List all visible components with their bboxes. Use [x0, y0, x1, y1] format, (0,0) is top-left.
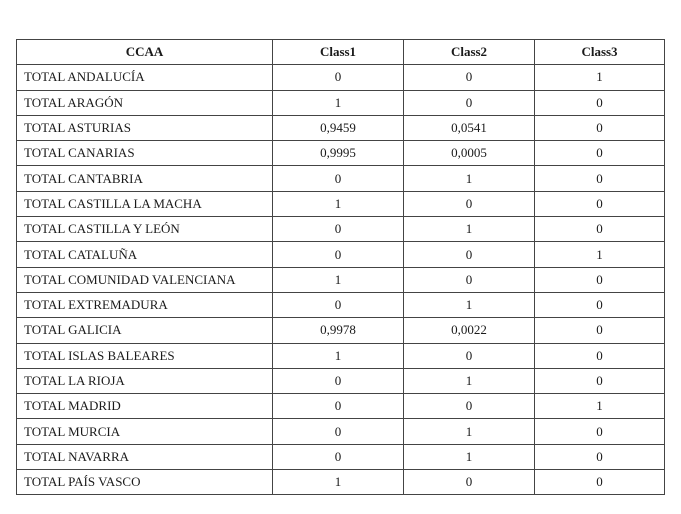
table-row: [17, 470, 665, 495]
ccaa-cell: TOTAL COMUNIDAD VALENCIANA: [17, 267, 273, 292]
class2-cell: 1: [404, 368, 535, 393]
ccaa-cell: TOTAL CANTABRIA: [17, 166, 273, 191]
ccaa-cell: TOTAL MURCIA: [17, 419, 273, 444]
class1-cell: 0: [273, 65, 404, 90]
ccaa-cell: TOTAL CANARIAS: [17, 141, 273, 166]
class3-cell: 0: [535, 444, 665, 469]
table-row: [17, 166, 665, 191]
class3-cell: 1: [535, 394, 665, 419]
class3-cell: 0: [535, 115, 665, 140]
class2-cell: 0: [404, 90, 535, 115]
ccaa-cell: TOTAL ISLAS BALEARES: [17, 343, 273, 368]
class2-cell: 0,0022: [404, 318, 535, 343]
ccaa-cell: TOTAL GALICIA: [17, 318, 273, 343]
class3-cell: 0: [535, 419, 665, 444]
header-class2: Class2: [404, 40, 535, 65]
class3-cell: 1: [535, 242, 665, 267]
table-row: [17, 217, 665, 242]
ccaa-cell: TOTAL ASTURIAS: [17, 115, 273, 140]
ccaa-cell: TOTAL CATALUÑA: [17, 242, 273, 267]
table-row: [17, 343, 665, 368]
table-row: [17, 292, 665, 317]
class1-cell: 1: [273, 90, 404, 115]
table-row: [17, 90, 665, 115]
class2-cell: 0: [404, 267, 535, 292]
table-row: [17, 141, 665, 166]
class1-cell: 0: [273, 419, 404, 444]
class3-cell: 0: [535, 90, 665, 115]
class2-cell: 0,0541: [404, 115, 535, 140]
class3-cell: 0: [535, 166, 665, 191]
table-row: [17, 318, 665, 343]
class1-cell: 0,9995: [273, 141, 404, 166]
ccaa-cell: TOTAL LA RIOJA: [17, 368, 273, 393]
ccaa-cell: TOTAL EXTREMADURA: [17, 292, 273, 317]
class1-cell: 1: [273, 343, 404, 368]
class2-cell: 1: [404, 292, 535, 317]
class1-cell: 0,9459: [273, 115, 404, 140]
class3-cell: 0: [535, 318, 665, 343]
class3-cell: 0: [535, 292, 665, 317]
table-row: [17, 267, 665, 292]
table-row: [17, 368, 665, 393]
ccaa-cell: TOTAL PAÍS VASCO: [17, 470, 273, 495]
class-table: [16, 39, 665, 495]
header-row: [17, 40, 665, 65]
class3-cell: 0: [535, 267, 665, 292]
class1-cell: 0: [273, 368, 404, 393]
table-row: [17, 191, 665, 216]
class2-cell: 0: [404, 65, 535, 90]
class2-cell: 1: [404, 419, 535, 444]
class1-cell: 0: [273, 242, 404, 267]
class2-cell: 0: [404, 343, 535, 368]
class3-cell: 1: [535, 65, 665, 90]
class2-cell: 0: [404, 191, 535, 216]
class3-cell: 0: [535, 141, 665, 166]
class2-cell: 0: [404, 470, 535, 495]
class3-cell: 0: [535, 368, 665, 393]
class1-cell: 1: [273, 267, 404, 292]
ccaa-cell: TOTAL NAVARRA: [17, 444, 273, 469]
class3-cell: 0: [535, 343, 665, 368]
class2-cell: 0,0005: [404, 141, 535, 166]
class2-cell: 0: [404, 242, 535, 267]
header-class1: Class1: [273, 40, 404, 65]
ccaa-cell: TOTAL CASTILLA Y LEÓN: [17, 217, 273, 242]
ccaa-cell: TOTAL MADRID: [17, 394, 273, 419]
class3-cell: 0: [535, 470, 665, 495]
table-row: [17, 394, 665, 419]
ccaa-cell: TOTAL CASTILLA LA MACHA: [17, 191, 273, 216]
table-row: [17, 115, 665, 140]
ccaa-cell: TOTAL ANDALUCÍA: [17, 65, 273, 90]
class1-cell: 0: [273, 166, 404, 191]
class3-cell: 0: [535, 191, 665, 216]
class3-cell: 0: [535, 217, 665, 242]
class1-cell: 0: [273, 444, 404, 469]
class1-cell: 0: [273, 394, 404, 419]
table-row: [17, 444, 665, 469]
class2-cell: 1: [404, 444, 535, 469]
table-row: [17, 65, 665, 90]
class1-cell: 1: [273, 470, 404, 495]
class2-cell: 1: [404, 217, 535, 242]
header-class3: Class3: [535, 40, 665, 65]
class1-cell: 0,9978: [273, 318, 404, 343]
header-ccaa: CCAA: [17, 40, 273, 65]
class1-cell: 0: [273, 217, 404, 242]
ccaa-cell: TOTAL ARAGÓN: [17, 90, 273, 115]
class2-cell: 1: [404, 166, 535, 191]
table-row: [17, 419, 665, 444]
class2-cell: 0: [404, 394, 535, 419]
class1-cell: 1: [273, 191, 404, 216]
class1-cell: 0: [273, 292, 404, 317]
table-row: [17, 242, 665, 267]
